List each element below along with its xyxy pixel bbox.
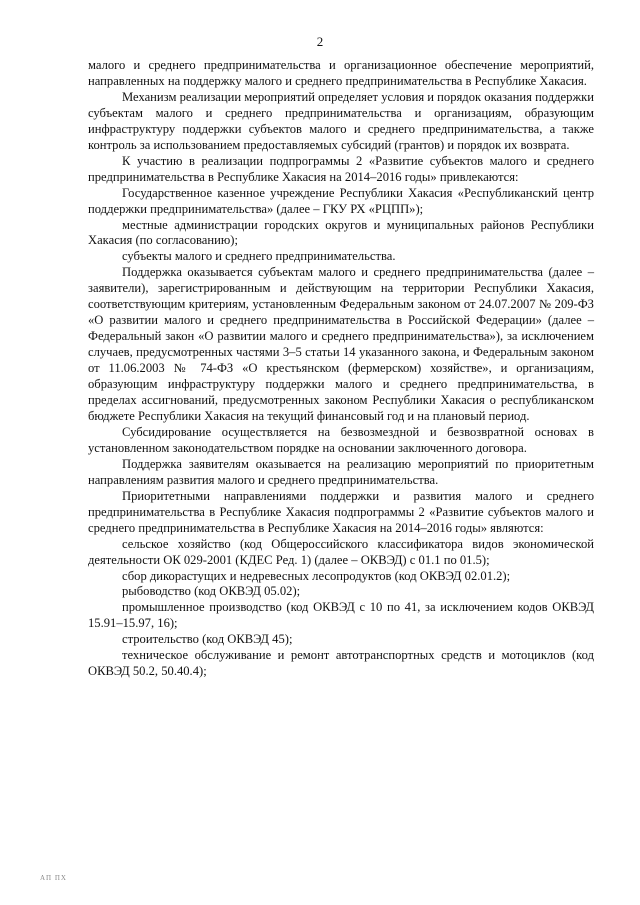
list-item-vehicle-maintenance: техническое обслуживание и ремонт автотранспортных средств и мотоциклов (код ОКВЭД 50.2, 50.40.4); xyxy=(88,648,594,679)
paragraph-priority-directions-intro: Приоритетными направлениями поддержки и развития малого и среднего предпринимательства в Республике Хакасия подпрограммы 2 «Развитие субъектов малого и среднего предпринимательства в Республике Хакасия на 2014–2016 годы» являются: xyxy=(88,488,594,535)
paragraph-support-conditions: Поддержка оказывается субъектам малого и среднего предпринимательства (далее – заявители), зарегистрированным и действующим на территории Республики Хакасия, соответствующим критериям, установленным Федеральным законом от 24.07.2007 № 209-ФЗ «О развитии малого и среднего предпринимательства в Российской Федерации» (далее – Федеральный закон «О развитии малого и среднего предпринимательства»), за исключением случаев, предусмотренных частями 3–5 статьи 14 указанного закона, и Федеральным законом от 11.06.2003 № 74-ФЗ «О крестьянском (фермерском) хозяйстве», и организациям, образующим инфраструктуру поддержки малого и среднего предпринимательства, в пределах ассигнований, предусмотренных законом Республики Хакасия о республиканском бюджете Республики Хакасия на текущий финансовый год и на плановый период. xyxy=(88,265,594,423)
list-item-local-administrations: местные администрации городских округов и муниципальных районов Республики Хакасия (по согласованию); xyxy=(88,217,594,248)
list-item-construction: строительство (код ОКВЭД 45); xyxy=(122,632,293,647)
list-item-wild-products: сбор дикорастущих и недревесных лесопродуктов (код ОКВЭД 02.01.2); xyxy=(122,568,511,583)
list-item-industrial-production: промышленное производство (код ОКВЭД с 10 по 41, за исключением кодов ОКВЭД 15.91–15.97, 16); xyxy=(88,600,594,631)
paragraph-participants-intro: К участию в реализации подпрограммы 2 «Развитие субъектов малого и среднего предпринимательства в Республике Хакасия на 2014–2016 годы» привлекаются: xyxy=(88,153,594,184)
paragraph-priority-support: Поддержка заявителям оказывается на реализацию мероприятий по приоритетным направлениям развития малого и среднего предпринимательства. xyxy=(88,456,594,487)
document-body xyxy=(88,58,594,680)
paragraph-continuation: малого и среднего предпринимательства и организационное обеспечение мероприятий, направленных на поддержку малого и среднего предпринимательства в Республике Хакасия. xyxy=(88,58,594,88)
list-item-agriculture: сельское хозяйство (код Общероссийского классификатора видов экономической деятельности ОК 029-2001 (КДЕС Ред. 1) (далее – ОКВЭД) с 01.1 по 01.5); xyxy=(88,536,594,567)
page-number: 2 xyxy=(316,34,324,49)
list-item-sme-subjects: субъекты малого и среднего предпринимательства. xyxy=(122,249,396,264)
footer-mark: АП ПХ xyxy=(40,874,67,882)
list-item-fish-farming: рыбоводство (код ОКВЭД 05.02); xyxy=(122,584,301,599)
paragraph-mechanism: Механизм реализации мероприятий определяет условия и порядок оказания поддержки субъектам малого и среднего предпринимательства и организациям, образующим инфраструктуру поддержки субъектов малого и среднего предпринимательства, а также контроль за использованием предоставляемых субсидий (грантов) и порядок их возврата. xyxy=(88,89,595,152)
paragraph-subsidies: Субсидирование осуществляется на безвозмездной и безвозвратной основах в установленном законодательством порядке на основании заключенного договора. xyxy=(88,424,594,455)
list-item-gku-rkhcpp: Государственное казенное учреждение Республики Хакасия «Республиканский центр поддержки предпринимательства» (далее – ГКУ РХ «РЦПП»); xyxy=(88,185,594,216)
